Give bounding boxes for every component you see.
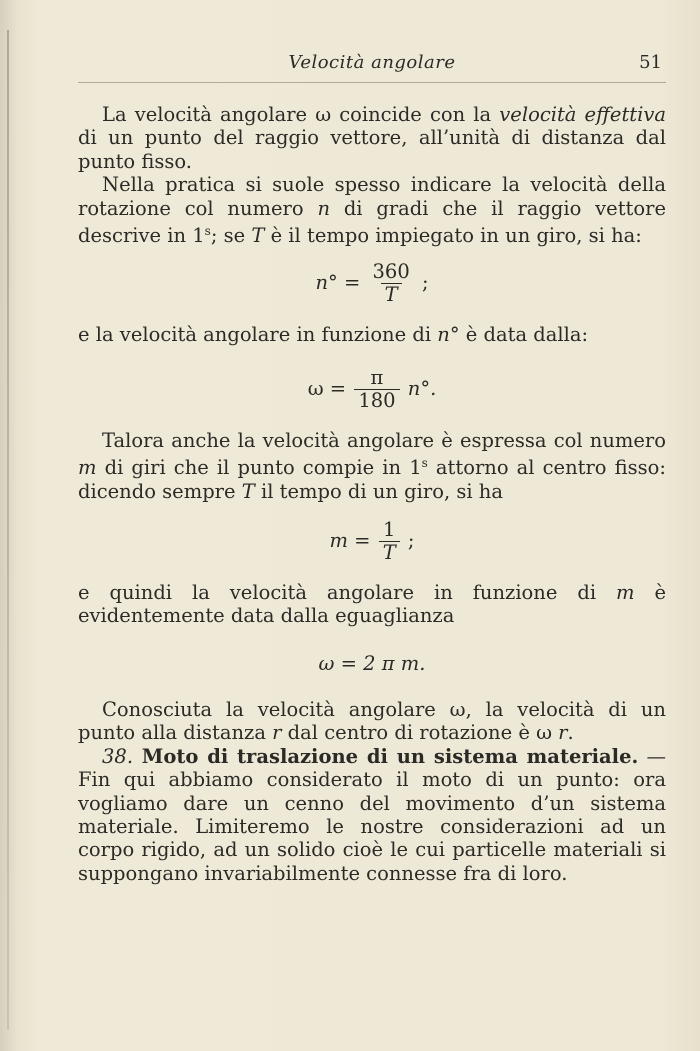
text: . [567,721,574,745]
text: è data dalla: [459,323,589,347]
equals-sign: = [337,271,367,295]
numerator: 360 [372,260,410,284]
page-body [78,103,666,885]
text: ; se [210,224,252,248]
text: il tempo di un giro, si ha [254,479,503,503]
paragraph-1 [78,103,666,173]
text: e quindi la velocità angolare in funzione di [78,581,617,605]
formula-omega-n [78,367,666,417]
text: e la velocità angolare in funzione di [78,323,438,347]
text: è evidentemente data dalla eguaglianza [78,581,667,628]
text: è il tempo impiegato in un giro, si ha: [264,224,642,248]
variable: n [317,196,330,220]
text: — Fin qui abbiamo considerato il moto di un punto: ora vogliamo dare un cenno del movimento d’un sistema materiale. Limiteremo le nostre considerazioni ad un corpo rigido, ad un solido cioè le cui particelle materiali si suppongano invariabilmente connesse fra di loro. [78,744,666,885]
emphasis: velocità effettiva [499,103,666,126]
section-title: Moto di traslazione di un sistema materiale. [133,744,639,768]
paragraph-5 [78,581,666,628]
superscript: s [204,224,211,239]
equals-sign: = [347,529,377,553]
text: La velocità angolare ω coincide con la [102,103,500,126]
fraction [379,519,400,564]
formula-omega-m [78,642,666,686]
numerator: 1 [383,518,396,542]
formula-text: ω = 2 π m. [318,651,426,675]
formula-lhs: n° [315,271,338,295]
text: di un punto del raggio vettore, all’unità di distanza dal punto fisso. [78,126,666,173]
text: di gradi che il raggio vettore descrive in 1 [78,196,666,248]
text: di giri che il punto compie in 1 [96,456,422,480]
equals-sign: = [323,376,353,400]
superscript: s [421,456,428,471]
page-number: 51 [639,52,662,73]
paragraph-3 [78,323,666,346]
text: dal centro di rotazione è ω [281,721,559,745]
paragraph-7 [78,745,666,885]
paragraph-2 [78,173,666,247]
fraction [369,261,414,306]
page-binding-edge [7,30,9,1030]
formula-n-degrees [78,261,666,311]
denominator: T [379,541,400,564]
running-header [78,50,666,80]
formula-m [78,519,666,569]
formula-tail: n°. [401,376,437,400]
numerator: π [370,365,384,389]
running-title: Velocità angolare [288,52,456,73]
variable: T [241,479,255,503]
formula-lhs: ω [307,376,324,400]
variable: n° [437,323,460,347]
variable: m [78,456,97,480]
variable: m [616,581,635,605]
denominator: 180 [354,389,399,412]
formula-tail: ; [415,271,429,295]
paragraph-4 [78,429,666,503]
text: attorno al centro fisso: dicendo sempre [78,456,666,503]
fraction [354,367,399,412]
variable: r [272,721,282,745]
section-number: 38. [102,744,134,768]
header-divider [78,82,666,83]
variable: T [251,224,265,248]
text: Nella pratica si suole spesso indicare la velocità della rotazione col numero [78,173,666,220]
variable: r [558,721,568,745]
formula-tail: ; [401,529,415,553]
denominator: T [381,283,402,306]
text: Conosciuta la velocità angolare ω, la velocità di un punto alla distanza [78,697,666,745]
text: Talora anche la velocità angolare è espressa col numero [102,428,666,452]
formula-lhs: m [329,529,348,553]
paragraph-6 [78,698,666,745]
